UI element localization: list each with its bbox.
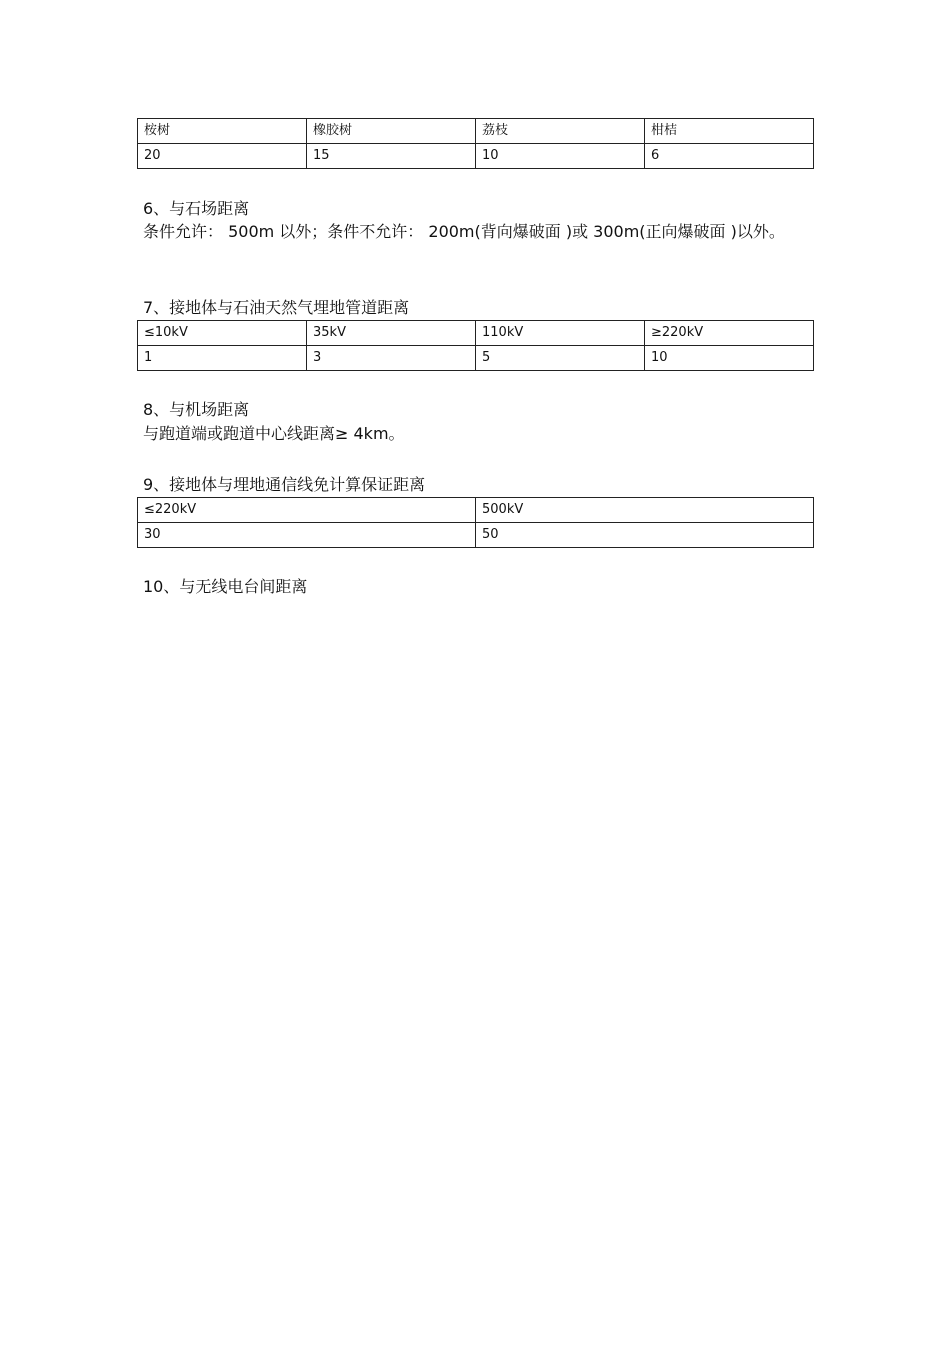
table-header-row xyxy=(138,119,814,144)
table-cell: 50 xyxy=(476,523,814,548)
table-cell: 1 xyxy=(138,346,307,371)
section-10-heading: 10、与无线电台间距离 xyxy=(143,577,308,596)
table-header-row xyxy=(138,321,814,346)
table-cell: 20 xyxy=(138,144,307,169)
pipeline-distance-table xyxy=(137,320,814,371)
section-6-text: 条件允许： 500m 以外；条件不允许： 200m(背向爆破面 )或 300m(正向爆破面 )以外。 xyxy=(143,222,785,241)
table-cell: ≤220kV xyxy=(138,498,476,523)
table-cell: 500kV xyxy=(476,498,814,523)
table-cell: 荔枝 xyxy=(476,119,645,144)
table-cell: 橡胶树 xyxy=(307,119,476,144)
table-cell: 桉树 xyxy=(138,119,307,144)
communication-line-distance-table xyxy=(137,497,814,548)
table-row xyxy=(138,144,814,169)
table-cell: 10 xyxy=(645,346,814,371)
table-cell: 10 xyxy=(476,144,645,169)
section-8-heading: 8、与机场距离 xyxy=(143,400,250,419)
table-cell: ≥220kV xyxy=(645,321,814,346)
table-cell: 3 xyxy=(307,346,476,371)
table-cell: 30 xyxy=(138,523,476,548)
tree-distance-table xyxy=(137,118,814,169)
section-9-heading: 9、接地体与埋地通信线免计算保证距离 xyxy=(143,475,426,494)
table-row xyxy=(138,346,814,371)
table-cell: 35kV xyxy=(307,321,476,346)
table-cell: 6 xyxy=(645,144,814,169)
table-row xyxy=(138,523,814,548)
table-cell: ≤10kV xyxy=(138,321,307,346)
table-cell: 5 xyxy=(476,346,645,371)
table-cell: 柑桔 xyxy=(645,119,814,144)
section-7-heading: 7、接地体与石油天然气埋地管道距离 xyxy=(143,298,410,317)
table-header-row xyxy=(138,498,814,523)
table-cell: 110kV xyxy=(476,321,645,346)
section-8-text: 与跑道端或跑道中心线距离≥ 4km。 xyxy=(143,424,405,443)
section-6-heading: 6、与石场距离 xyxy=(143,199,250,218)
table-cell: 15 xyxy=(307,144,476,169)
